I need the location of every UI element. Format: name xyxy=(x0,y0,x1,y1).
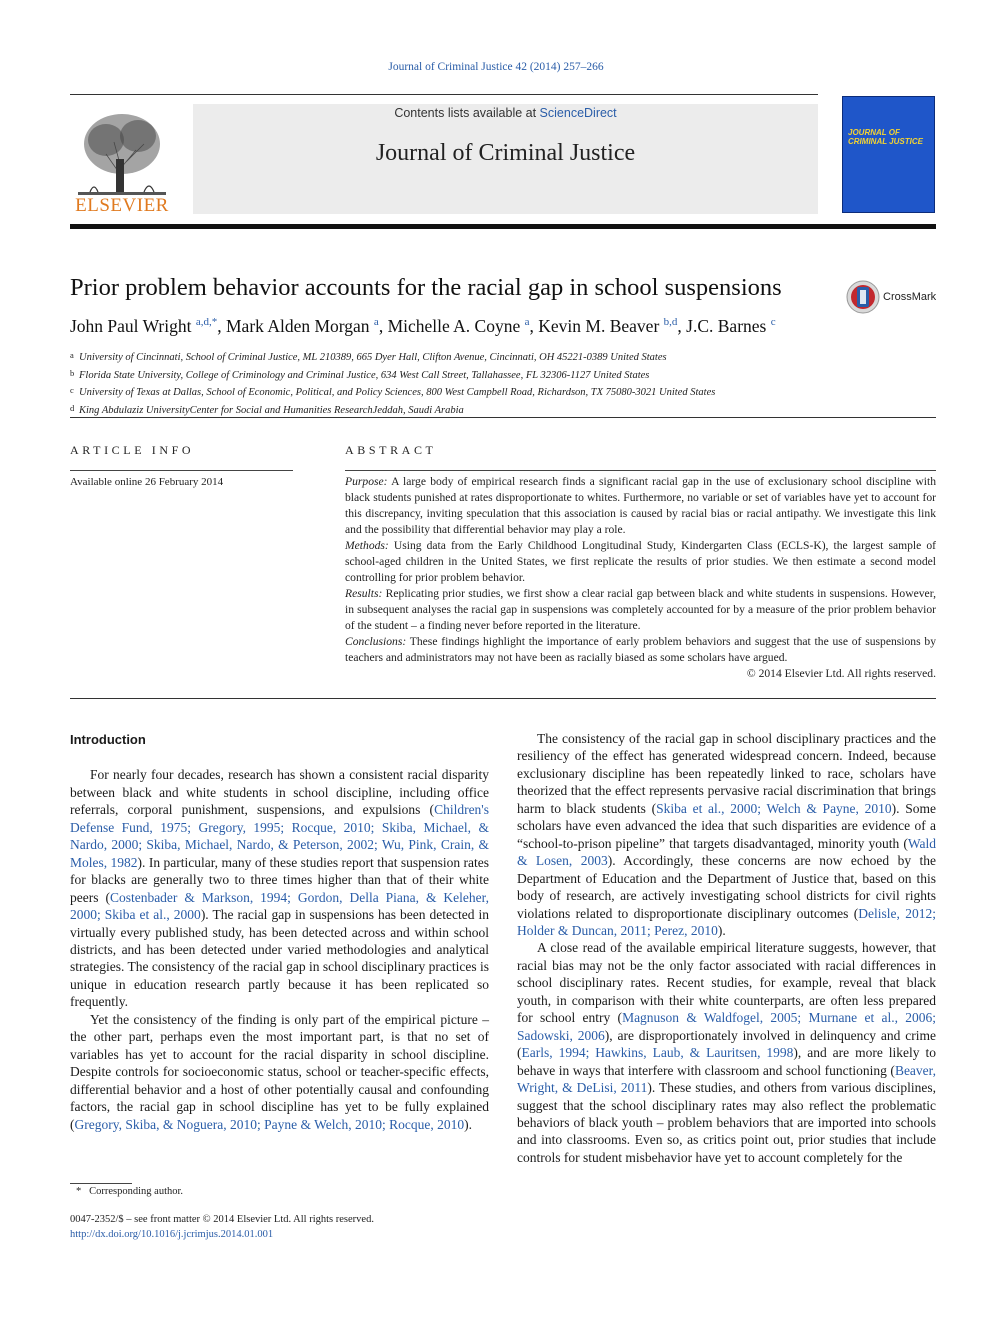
author-name[interactable]: J.C. Barnes xyxy=(686,316,767,336)
journal-citation[interactable]: Journal of Criminal Justice 42 (2014) 257–266 xyxy=(388,61,604,73)
abstract-body xyxy=(345,474,936,682)
reference-link[interactable]: Earls, 1994; Hawkins, Laub, & Lauritsen, 1998 xyxy=(521,1045,794,1061)
results-text: Replicating prior studies, we first show a clear racial gap between black and white students in suspensions. However, in subsequent analyses the racial gap in suspensions was completely accounted for by a measure of the prior problem behavior of the student – a finding never before reported in the literature. xyxy=(345,587,936,632)
paragraph xyxy=(517,939,936,1166)
reference-link[interactable]: Delisle, 2012; Holder & Duncan, 2011; Perez, 2010 xyxy=(517,905,936,938)
paragraph-text: Yet the consistency of the finding is only part of the empirical picture – the other part, perhaps even the most important part, is that no set of variables has yet to account for the racial disparity in school discipline. Despite controls for socioeconomic status, school or teacher-specific effects, differential behavior and a host of other potentially causal and confounding factors, the racial gap in school discipline has yet to be fully explained ( xyxy=(70,1011,489,1132)
reference-link[interactable]: Beaver, Wright, & DeLisi, 2011 xyxy=(517,1062,936,1096)
affiliation-item xyxy=(70,401,936,419)
paragraph-text: ), are disproportionately involved in delinquency and crime ( xyxy=(517,1027,936,1061)
abstract-copyright: © 2014 Elsevier Ltd. All rights reserved. xyxy=(746,667,936,680)
paragraph-text: ). These studies, and others from various disciplines, suggest that the school disciplinary rates may also reflect the problematic behaviors of black youth – problem behaviors that are imported into schools and into classrooms. Even so, as critics point out, prior studies that include controls for student misbehavior have yet to account completely for the xyxy=(517,1080,936,1165)
header-thick-rule xyxy=(70,224,936,229)
paragraph xyxy=(70,1011,489,1133)
reference-link[interactable]: Magnuson & Waldfogel, 2005; Murnane et al., 2006; Sadowski, 2006 xyxy=(517,1010,936,1043)
paragraph xyxy=(517,730,936,939)
contents-prefix: Contents lists available at xyxy=(394,106,540,120)
sciencedirect-link[interactable]: ScienceDirect xyxy=(539,106,617,120)
affiliation-text: University of Texas at Dallas, School of Economic, Political, and Policy Sciences, 800 West Campbell Road, Richardson, TX 75080-3021 United States xyxy=(79,387,716,398)
author-name[interactable]: Mark Alden Morgan xyxy=(226,316,370,336)
paragraph-text: ). xyxy=(464,1116,472,1132)
affiliation-item xyxy=(70,383,936,401)
contents-line xyxy=(193,106,818,120)
crossmark-label[interactable]: CrossMark xyxy=(883,291,937,303)
author-affiliation-marker[interactable]: a xyxy=(373,316,379,329)
abstract-conclusions xyxy=(345,634,936,666)
author-affiliation-marker[interactable]: c xyxy=(770,316,776,329)
paragraph-text: ), and are more likely to behave in ways that interfere with classroom and school functioning ( xyxy=(517,1045,936,1078)
paragraph-text: The consistency of the racial gap in school disciplinary practices and the resiliency of the effect has generated widespread concern. Indeed, because exclusionary discipline has been repeatedly linked to race, scholars have theorized that the effect represents pervasive racial discrimination that brings harm to black students ( xyxy=(517,731,936,816)
issn-line: 0047-2352/$ – see front matter © 2014 Elsevier Ltd. All rights reserved. xyxy=(70,1214,374,1225)
affiliation-marker: c xyxy=(70,385,74,395)
affiliation-marker: b xyxy=(70,367,75,378)
author-affiliation-marker[interactable]: b,d xyxy=(663,316,678,329)
paragraph-text: ). Accordingly, these concerns are now echoed by the Department of Education and the Department of Justice that, based on this body of research, are actively investigating school districts for civil rights violations related to disproportionate disciplinary outcomes ( xyxy=(517,853,937,921)
abstract-methods xyxy=(345,538,936,586)
affiliation-marker: a xyxy=(70,350,74,360)
introduction-heading: Introduction xyxy=(70,732,146,747)
results-label: Results: xyxy=(345,587,383,600)
author-name[interactable]: Kevin M. Beaver xyxy=(538,316,660,336)
affiliation-item xyxy=(70,348,936,366)
reference-link[interactable]: Skiba et al., 2000; Welch & Payne, 2010 xyxy=(656,800,892,816)
affiliation-item xyxy=(70,366,936,384)
reference-link[interactable]: Costenbader & Markson, 1994; Gordon, Della Piana, & Keleher, 2000; Skiba et al., 2000 xyxy=(70,889,489,923)
abstract-heading: ABSTRACT xyxy=(345,443,437,457)
abstract-rule xyxy=(345,470,936,471)
header-rule xyxy=(70,94,818,95)
author-list: John Paul Wright $^{a,d,*}$, Mark Alden Morgan $^a$, Michelle A. Coyne $^a$, Kevin M. Beaver $^{b,d}$, J.C. Barnes $^c$ xyxy=(70,316,776,336)
conclusions-text: These findings highlight the importance of early problem behaviors and suggest that the use of suspensions by teachers and administrators may not have been as racially biased as some scholars have argued. xyxy=(345,635,936,664)
footnote-mark: * xyxy=(76,1186,82,1197)
affiliation-text: King Abdulaziz UniversityCenter for Social and Humanities ResearchJeddah, Saudi Arabia xyxy=(79,404,464,416)
affiliation-text: Florida State University, College of Criminology and Criminal Justice, 634 West Call Street, Tallahassee, FL 32306-1127 United States xyxy=(79,369,650,381)
author-affiliation-marker[interactable]: a,d,* xyxy=(195,316,218,329)
purpose-text: A large body of empirical research finds a significant racial gap in the use of exclusionary school discipline with black students punished at rates disproportionate to whites. Furthermore, no variable or set of variables have yet to account for this discrepancy, inviting speculation that this association is caused by racial bias or racial antipathy. We investigate this link and the possibility that differential behavior may play a role. xyxy=(345,475,936,536)
paragraph-text: ). In particular, many of these studies report that suspension rates for blacks are generally two to three times higher than that of their white peers ( xyxy=(70,854,489,905)
author-affiliation-marker[interactable]: a xyxy=(524,316,530,329)
paragraph-text: ). xyxy=(717,922,726,938)
body-rule xyxy=(70,698,936,699)
paragraph-text: A close read of the available empirical literature suggests, however, that racial bias may not be the only factor associated with racial differences in school disciplinary rates. Recent studies, for example, reveal that black youth, in comparison with their white counterparts, are often less prepared for school entry ( xyxy=(517,940,936,1026)
footnote-rule xyxy=(70,1183,132,1184)
body-column-left xyxy=(70,731,489,1133)
article-info-rule xyxy=(70,470,293,471)
elsevier-wordmark: ELSEVIER xyxy=(75,195,169,216)
methods-text: Using data from the Early Childhood Longitudinal Study, Kindergarten Class (ECLS-K), the largest sample of school-aged children in the United States, we first replicate the results of prior studies. We then estimate a second model controlling for prior problem behavior. xyxy=(345,539,936,584)
doi-link[interactable]: http://dx.doi.org/10.1016/j.jcrimjus.2014.01.001 xyxy=(70,1229,274,1240)
paragraph xyxy=(70,766,489,1010)
paragraph-text: ). The racial gap in suspensions has been detected in virtually every published study, has been detected across and within school districts, and has been detected under varied methodologies and analytical strategies. The consistency of the racial gap in school disciplinary practices is unique in education research partly because it has been replicated so frequently. xyxy=(70,907,489,1010)
article-info-heading: ARTICLE INFO xyxy=(70,443,195,457)
abstract-purpose xyxy=(345,474,936,538)
cover-title: JOURNAL OF CRIMINAL JUSTICE xyxy=(848,128,923,146)
abstract-results xyxy=(345,586,936,634)
affiliations xyxy=(70,348,936,418)
affiliation-text: University of Cincinnati, School of Criminal Justice, ML 210389, 665 Dyer Hall, Clifton Avenue, Cincinnati, OH 45221-0389 United States xyxy=(79,352,667,363)
crossmark-icon[interactable] xyxy=(846,280,880,314)
paragraph-text: ). Some scholars have even advanced the idea that such disparities are evidence of a “school-to-prison pipeline” that targets disadvantaged, minority youth ( xyxy=(517,800,936,851)
methods-label: Methods: xyxy=(345,539,389,552)
corresponding-author-note xyxy=(76,1186,183,1197)
available-online: Available online 26 February 2014 xyxy=(70,476,224,488)
article-title: Prior problem behavior accounts for the racial gap in school suspensions xyxy=(70,274,782,301)
journal-cover-image xyxy=(842,96,935,213)
reference-link[interactable]: Wald & Losen, 2003 xyxy=(517,835,936,869)
purpose-label: Purpose: xyxy=(345,475,388,488)
paragraph-text: For nearly four decades, research has shown a consistent racial disparity between black and white students in school discipline, including office referrals, corporal punishment, suspensions, and expulsions ( xyxy=(70,767,489,818)
author-name[interactable]: Michelle A. Coyne xyxy=(387,316,521,336)
reference-link[interactable]: Children's Defense Fund, 1975; Gregory, 1995; Rocque, 2010; Skiba, Michael, & Nardo, 2000; Skiba, Michael, Nardo, & Peterson, 2002; Wu, Pink, Crain, & Moles, 1982 xyxy=(70,802,489,870)
footnote-text: Corresponding author. xyxy=(89,1186,184,1197)
author-name[interactable]: John Paul Wright xyxy=(70,316,192,336)
conclusions-label: Conclusions: xyxy=(345,635,407,648)
section-rule xyxy=(70,417,936,418)
affiliation-marker: d xyxy=(70,402,75,413)
journal-name: Journal of Criminal Justice xyxy=(375,140,636,166)
body-column-right xyxy=(517,730,936,1166)
reference-link[interactable]: Gregory, Skiba, & Noguera, 2010; Payne & Welch, 2010; Rocque, 2010 xyxy=(74,1116,465,1132)
